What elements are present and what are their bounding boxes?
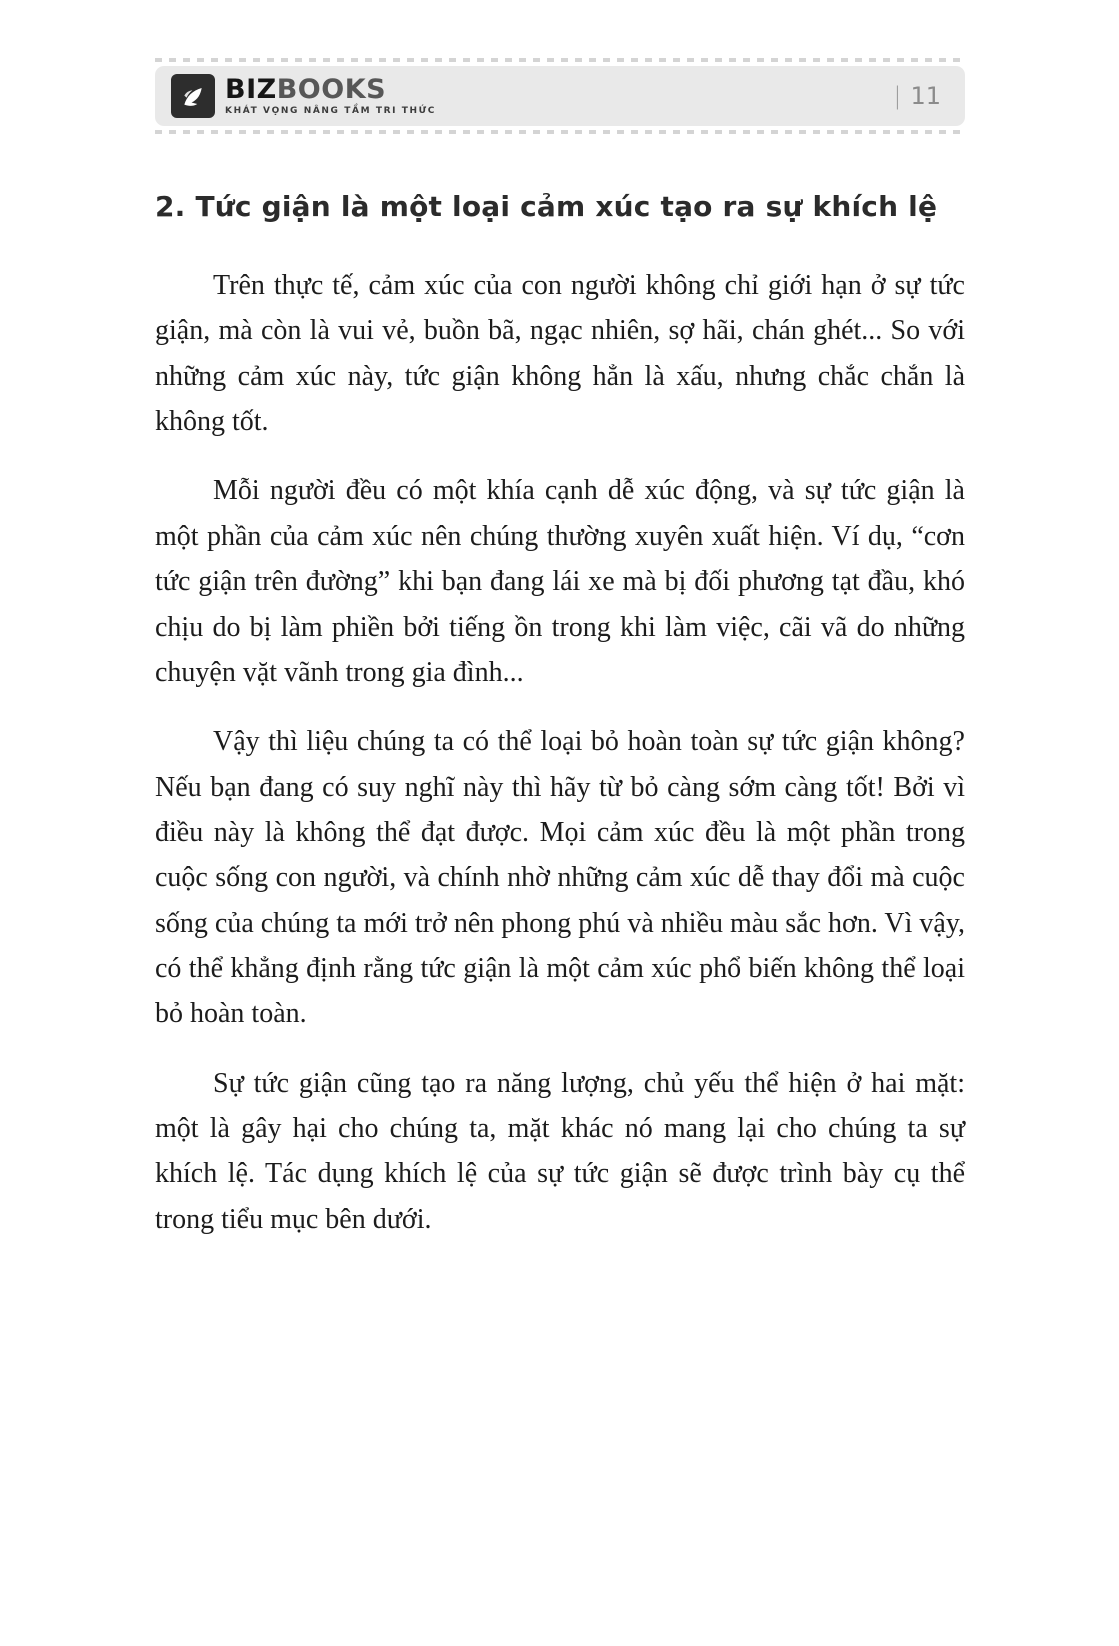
- brand-name-books: BOOKS: [276, 74, 387, 105]
- page-number-value: 11: [910, 82, 941, 110]
- perforation-top: [155, 58, 965, 62]
- page-content: [155, 190, 965, 1242]
- publisher-brand: [171, 74, 436, 118]
- brand-text: [225, 76, 436, 116]
- brand-tagline: KHÁT VỌNG NÂNG TẦM TRI THỨC: [225, 106, 437, 116]
- page-number: [893, 82, 941, 110]
- paragraph-4: Sự tức giận cũng tạo ra năng lượng, chủ yếu thể hiện ở hai mặt: một là gây hại cho chúng ta, mặt khác nó mang lại cho chúng ta sự khích lệ. Tác dụng khích lệ của sự tức giận sẽ được trình bày cụ thể trong tiểu mục bên dưới.: [155, 1067, 965, 1235]
- page-number-separator: |: [893, 82, 902, 110]
- bizbooks-logo-icon: [171, 74, 215, 118]
- paragraph-1: Trên thực tế, cảm xúc của con người không chỉ giới hạn ở sự tức giận, mà còn là vui vẻ, buồn bã, ngạc nhiên, sợ hãi, chán ghét... So với những cảm xúc này, tức giận không hẳn là xấu, nhưng chắc chắn là không tốt.: [155, 270, 965, 438]
- paragraph-3: Vậy thì liệu chúng ta có thể loại bỏ hoàn toàn sự tức giận không? Nếu bạn đang có suy nghĩ này thì hãy từ bỏ càng sớm càng tốt! Bởi vì điều này là không thể đạt được. Mọi cảm xúc đều là một phần trong cuộc sống con người, và chính nhờ những cảm xúc dễ thay đổi mà cuộc sống của chúng ta mới trở nên phong phú và nhiều màu sắc hơn. Vì vậy, có thể khẳng định rằng tức giận là một cảm xúc phổ biến không thể loại bỏ hoàn toàn.: [155, 726, 965, 1030]
- header-bar: [155, 66, 965, 126]
- brand-name-biz: BIZ: [225, 74, 277, 105]
- brand-name: [225, 76, 436, 103]
- page-header: [155, 58, 965, 134]
- perforation-bottom: [155, 130, 965, 134]
- paragraph-2: Mỗi người đều có một khía cạnh dễ xúc động, và sự tức giận là một phần của cảm xúc nên chúng thường xuyên xuất hiện. Ví dụ, “cơn tức giận trên đường” khi bạn đang lái xe mà bị đối phương tạt đầu, khó chịu do bị làm phiền bởi tiếng ồn trong khi làm việc, cãi vã do những chuyện vặt vãnh trong gia đình...: [155, 475, 965, 688]
- section-heading: 2. Tức giận là một loại cảm xúc tạo ra sự khích lệ: [155, 190, 938, 223]
